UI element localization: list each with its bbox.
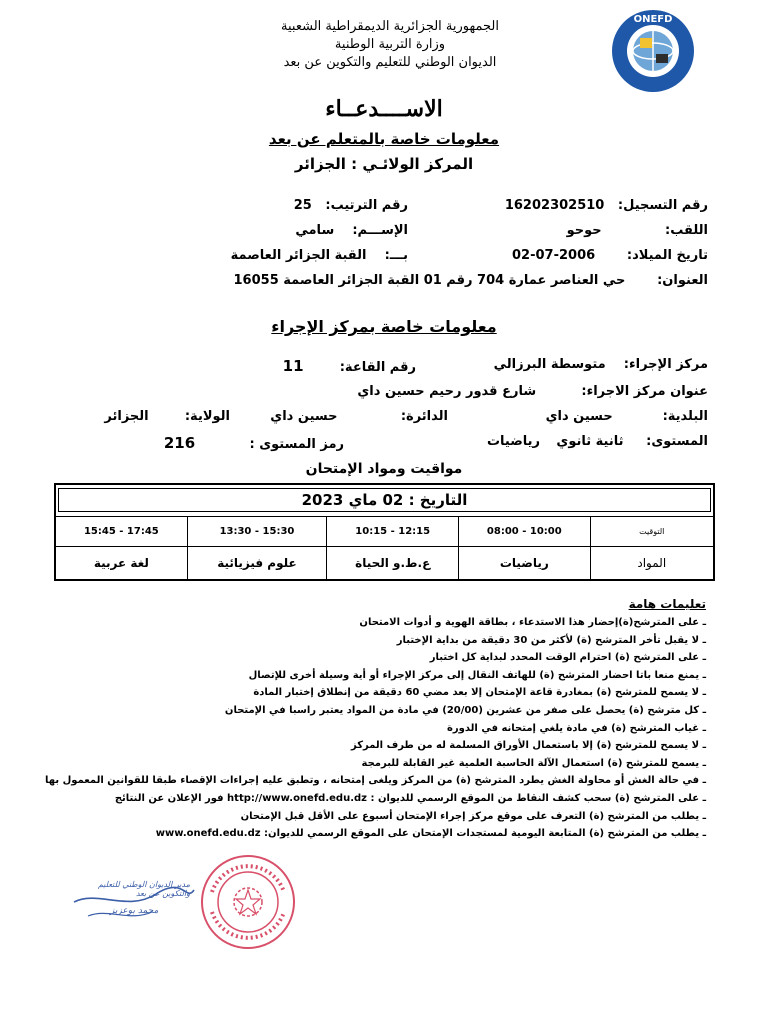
instruction-item: ـ يسمح للمترشح (ة) استعمال الآلة الحاسبة العلمية غير القابلة للبرمجة [361,757,706,769]
instruction-item: ـ يمنع منعا باتا احضار المترشح (ة) للهاتف النقال إلى مركز الإجراء أو أية وسيلة أخرى للإتصال [248,669,706,681]
time-slot-2: 12:15 - 10:15 [327,516,459,546]
address-field: العنوان: حي العناصر عمارة 704 رقم 01 القبة الجزائر العاصمة 16055 [233,273,708,288]
instruction-item: ـ يطلب من المترشح (ة) المتابعة اليومية لمستجدات الإمتحان على الموقع الرسمي للديوان: www.onefd.edu.dz [155,828,706,840]
regional-center-label: المركز الولائـي : [351,155,474,173]
instructions-list [46,614,706,843]
republic-line: الجمهورية الجزائرية الديمقراطية الشعبية [281,19,499,34]
instructions-title: تعليمات هامة [628,597,706,611]
stream-value: رياضيات [486,434,540,449]
instruction-item: ـ لا يسمح للمترشح (ة) بمغادرة قاعة الإمتحان إلا بعد مضي 60 دقيقة من إنطلاق إختبار المادة [253,687,706,699]
subject-label: المواد [590,546,714,580]
room-field: رقم القاعة: 11 [282,357,416,375]
level-code-field: رمز المستوى : 216 [163,434,344,452]
subject-3: علوم فيزيائية [187,546,326,580]
instruction-item: ـ غياب المترشح (ة) في مادة يلغي إمتحانه في الدورة [447,722,706,734]
name-value: سامي [295,223,335,238]
level-value: ثانية ثانوي [556,434,624,449]
schedule-title: مواقيت ومواد الإمتحان [305,461,463,477]
birthdate-field: تاريخ الميلاد: 2006-07-02 [512,248,708,263]
address-value: حي العناصر عمارة 704 رقم 01 القبة الجزائر العاصمة 16055 [233,273,626,288]
schedule-date-row [55,484,714,516]
regional-center-value: الجزائر [294,155,346,173]
birthplace-field: بـــ: القبة الجزائر العاصمة [230,248,408,263]
exam-center-address-value: شارع قدور رحيم حسين داي [357,384,537,399]
time-slot-1: 10:00 - 08:00 [459,516,590,546]
subject-4: لغة عربية [55,546,187,580]
surname-field: اللقب: حوحو [566,223,708,238]
schedule-subjects-row [55,546,714,580]
instruction-item: ـ على المترشح (ة) احترام الوقت المحدد لبداية كل اختبار [429,652,706,664]
stream-field [487,434,540,449]
exam-date: التاريخ : 02 ماي 2023 [58,488,711,512]
exam-center-value: متوسطة البرزالي [493,357,606,372]
commune-field: البلدية: حسين داي [545,409,708,424]
office-line: الديوان الوطني للتعليم والتكوين عن بعد [283,55,497,70]
daira-field: الدائرة: حسين داي [270,409,448,424]
instruction-item: ـ يطلب من المترشح (ة) التعرف على موقع مركز إجراء الإمتحان أسبوع على الأقل قبل الإمتحان [240,810,706,822]
room-value: 11 [282,357,304,375]
time-slot-3: 15:30 - 13:30 [187,516,326,546]
wilaya-value: الجزائر [104,409,149,424]
subject-1: رياضيات [459,546,590,580]
instruction-item: ـ لا يسمح للمترشح (ة) إلا باستعمال الأوراق المسلمة له من طرف المركز [350,740,706,752]
official-stamp [198,852,298,952]
instruction-item: ـ لا يقبل تأخر المترشح (ة) لأكثر من 30 دقيقة من بداية الإختبار [396,634,706,646]
exam-center-field: مركز الإجراء: متوسطة البرزالي [493,357,708,372]
wilaya-field: الولاية: الجزائر [104,409,230,424]
ministry-line: وزارة التربية الوطنية [334,37,446,52]
time-label: التوقيت [590,516,714,546]
daira-value: حسين داي [270,409,338,424]
rank-field: رقم الترتيب: 25 [293,198,408,213]
instruction-item: ـ على المترشح (ة) سحب كشف النقاط من الموقع الرسمي للديوان : http://www.onefd.edu.dz فور الإعلان عن النتائج [114,792,706,804]
birthdate-value: 2006-07-02 [512,248,596,263]
rank-value: 25 [293,198,312,213]
instruction-item: ـ كل مترشح (ة) يحصل على صفر من عشرين (20/00) في مادة من المواد يعتبر راسبا في الإمتحان [224,704,706,716]
name-field: الإســـم: سامي [295,223,408,238]
schedule-times-row [55,516,714,546]
regional-center [0,155,768,173]
birthplace-value: القبة الجزائر العاصمة [230,248,367,263]
schedule-table [54,483,715,581]
learner-section-title: معلومات خاصة بالمتعلم عن بعد [268,130,500,148]
surname-value: حوحو [566,223,602,238]
level-code-value: 216 [163,434,196,452]
logo-acronym: ONEFD [633,14,673,25]
exam-center-address-field: عنوان مركز الاجراء: شارع قدور رحيم حسين داي [357,384,708,399]
signature-name: محمد بوعزيز [110,906,159,916]
time-slot-4: 17:45 - 15:45 [55,516,187,546]
reg-number-field: رقم التسجيل: 16202302510 [504,198,708,213]
ministry-header [270,18,510,72]
instruction-item: ـ على المترشح(ة)إحضار هذا الاستدعاء ، بطاقة الهوية و أدوات الامتحان [359,617,706,628]
commune-value: حسين داي [545,409,613,424]
subject-2: ع.ط.و الحياة [327,546,459,580]
onefd-logo [610,8,696,94]
reg-number-value: 16202302510 [504,198,605,213]
instruction-item: ـ في حالة الغش أو محاولة الغش يطرد المترشح (ة) من المركز ويلغى إمتحانه ، وتطبق عليه إجراءات الإقصاء طبقا للقوانين المعمول بها [45,775,706,787]
page-title: الاســــدعــاء [325,96,443,122]
exam-center-section-title: معلومات خاصة بمركز الإجراء [271,317,497,336]
level-field: المستوى: ثانية ثانوي [556,434,708,449]
signature-caption: مدير الديوان الوطني للتعليم والتكوين عن بعد [97,880,190,898]
